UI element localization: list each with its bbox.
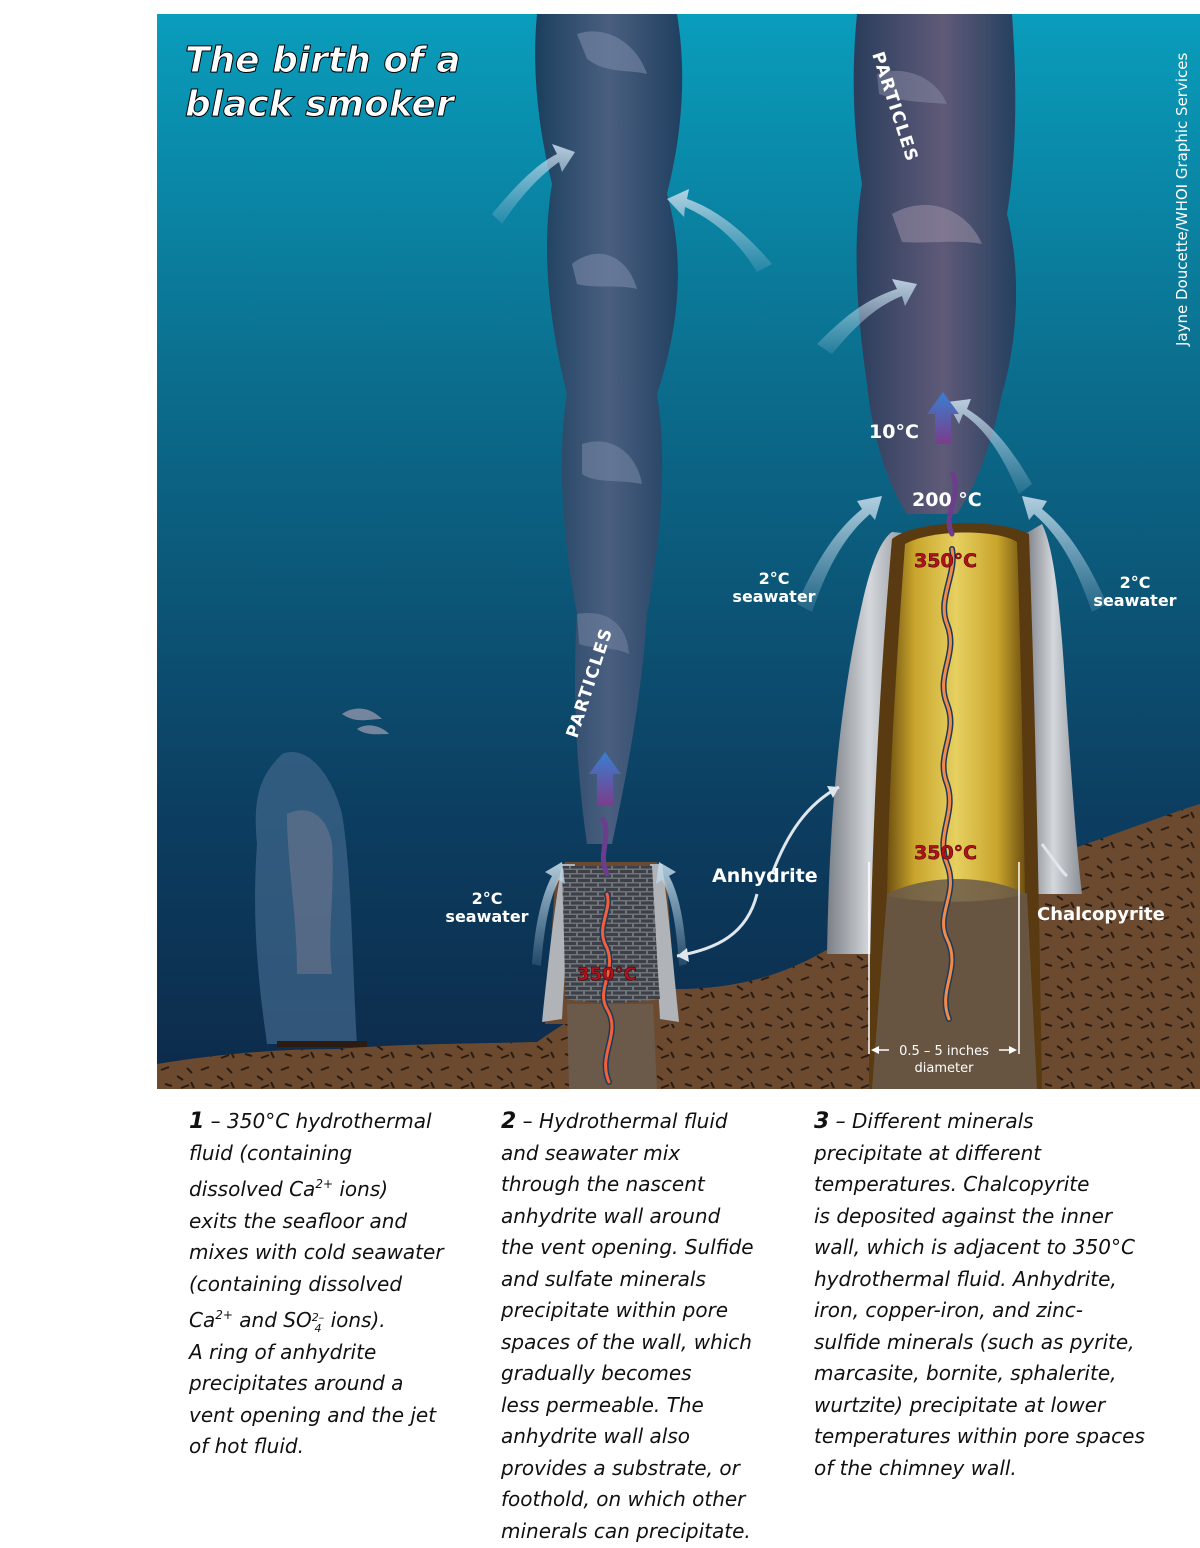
caption-2-line: minerals can precipitate. bbox=[501, 1518, 751, 1543]
temp-10-label: 10°C bbox=[869, 421, 919, 443]
caption-2-line: – Hydrothermal fluid bbox=[516, 1109, 728, 1133]
caption-2-line: spaces of the wall, which bbox=[501, 1329, 752, 1354]
temp-200-label: 200 °C bbox=[912, 489, 982, 511]
caption-1-line bbox=[189, 1300, 479, 1337]
caption-1-superscript: 2+ bbox=[315, 1177, 334, 1191]
caption-3-line: – Different minerals bbox=[829, 1109, 1034, 1133]
caption-2-line: and sulfate minerals bbox=[501, 1266, 706, 1291]
caption-1-line: exits the seafloor and bbox=[189, 1208, 408, 1233]
caption-3-line: marcasite, bornite, sphalerite, bbox=[814, 1361, 1117, 1385]
caption-1-subscript: 4 bbox=[314, 1322, 322, 1335]
seawater-temp-label-stage2: 2°C bbox=[471, 889, 503, 908]
caption-3-line: temperatures. Chalcopyrite bbox=[814, 1172, 1090, 1196]
temp-350-stage3-top: 350°C bbox=[914, 550, 978, 572]
caption-2-line: foothold, on which other bbox=[501, 1487, 746, 1511]
caption-2-line: the vent opening. Sulfide bbox=[501, 1235, 754, 1259]
chalcopyrite-label: Chalcopyrite bbox=[1037, 904, 1165, 925]
caption-3-line: is deposited against the inner bbox=[814, 1203, 1113, 1228]
seawater-temp-label-stage3-right: 2°C bbox=[1119, 573, 1151, 592]
anhydrite-label: Anhydrite bbox=[712, 865, 818, 887]
credit: Jayne Doucette/WHOI Graphic Services bbox=[1173, 52, 1191, 346]
caption-2-line: gradually becomes bbox=[501, 1361, 692, 1385]
seawater-label-stage2: seawater bbox=[445, 907, 529, 926]
caption-1-superscript: 2– bbox=[311, 1311, 325, 1324]
seawater-label-stage3-left: seawater bbox=[732, 587, 816, 606]
caption-2-line: through the nascent bbox=[501, 1172, 705, 1196]
title-line1: The birth of a bbox=[185, 40, 461, 81]
caption-3-line: wurtzite) precipitate at lower bbox=[814, 1392, 1106, 1417]
caption-2 bbox=[501, 1106, 801, 1547]
caption-3-line: iron, copper-iron, and zinc- bbox=[814, 1298, 1084, 1322]
caption-1-line: (containing dissolved bbox=[189, 1271, 403, 1296]
caption-1-text: ions) bbox=[333, 1177, 389, 1201]
caption-3-line: precipitate at different bbox=[814, 1140, 1042, 1165]
caption-1 bbox=[189, 1106, 479, 1463]
temp-350-stage3-bottom: 350°C bbox=[914, 842, 978, 864]
caption-2-line: less permeable. The bbox=[501, 1392, 704, 1417]
seawater-temp-label-stage3-left: 2°C bbox=[758, 569, 790, 588]
caption-2-line: and seawater mix bbox=[501, 1140, 681, 1165]
caption-1-text: dissolved Ca bbox=[189, 1177, 316, 1201]
caption-2-line: precipitate within pore bbox=[501, 1298, 729, 1322]
caption-3-line: of the chimney wall. bbox=[814, 1455, 1017, 1480]
caption-1-fraction bbox=[312, 1312, 325, 1334]
caption-1-text: ions). bbox=[324, 1308, 386, 1332]
caption-2-number: 2 bbox=[501, 1109, 517, 1134]
caption-1-superscript: 2+ bbox=[215, 1308, 233, 1322]
caption-1-line: A ring of anhydrite bbox=[189, 1339, 377, 1364]
caption-1-line: – 350°C hydrothermal bbox=[204, 1109, 432, 1133]
temp-350-stage2: 350°C bbox=[577, 964, 637, 985]
caption-2-line: anhydrite wall also bbox=[501, 1424, 690, 1448]
diameter-range-label: 0.5 – 5 inches bbox=[899, 1044, 989, 1059]
black-smoker-diagram bbox=[157, 14, 1200, 1089]
seawater-label-stage3-right: seawater bbox=[1093, 591, 1177, 610]
caption-3-line: wall, which is adjacent to 350°C bbox=[814, 1235, 1135, 1259]
stage1-vent bbox=[277, 1041, 367, 1047]
caption-1-line bbox=[189, 1169, 479, 1206]
caption-1-text: Ca bbox=[189, 1308, 216, 1332]
caption-1-line: precipitates around a bbox=[189, 1371, 404, 1395]
caption-3-number: 3 bbox=[814, 1109, 830, 1134]
particles-label-stage3: PARTICLES bbox=[867, 49, 922, 165]
caption-2-line: provides a substrate, or bbox=[501, 1455, 740, 1480]
caption-3-line: sulfide minerals (such as pyrite, bbox=[814, 1329, 1135, 1354]
particles-label-stage2: PARTICLES bbox=[562, 625, 618, 741]
caption-3-line: temperatures within pore spaces bbox=[814, 1424, 1145, 1448]
caption-1-line: vent opening and the jet bbox=[189, 1402, 437, 1427]
caption-1-line: of hot fluid. bbox=[189, 1434, 304, 1458]
diameter-label: diameter bbox=[914, 1061, 974, 1076]
caption-2-line: anhydrite wall around bbox=[501, 1203, 721, 1228]
caption-1-number: 1 bbox=[189, 1109, 205, 1134]
caption-1-line: fluid (containing bbox=[189, 1140, 353, 1165]
caption-3 bbox=[814, 1106, 1194, 1484]
title-line2: black smoker bbox=[185, 84, 454, 125]
caption-1-line: mixes with cold seawater bbox=[189, 1240, 444, 1264]
caption-3-line: hydrothermal fluid. Anhydrite, bbox=[814, 1266, 1117, 1291]
caption-1-text: and SO bbox=[232, 1308, 312, 1332]
